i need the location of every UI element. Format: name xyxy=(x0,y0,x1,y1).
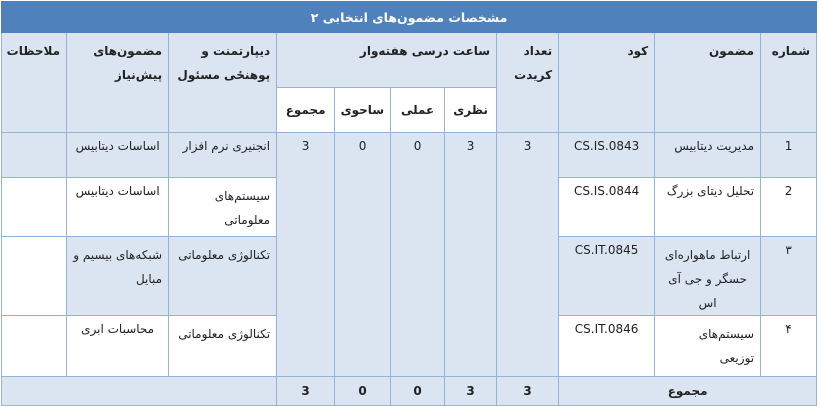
cell-remarks xyxy=(2,237,67,316)
cell-code: CS.IS.0843 xyxy=(559,133,655,178)
totals-workshop: 0 xyxy=(335,377,391,406)
cell-department: انجنیری نرم افزار xyxy=(169,133,277,178)
cell-prerequisites: شبکه‌های بیسیم و مبایل xyxy=(67,237,169,316)
cell-prerequisites: اساسات دیتابیس xyxy=(67,178,169,237)
header-workshop: ساحوی xyxy=(335,88,391,133)
header-department: دیپارتمنت و پوهنځی مسئول xyxy=(169,33,277,133)
header-course: مضمون xyxy=(655,33,761,133)
table-wrapper xyxy=(1,1,816,406)
totals-credits: 3 xyxy=(497,377,559,406)
cell-department: سیستم‌های معلوماتی xyxy=(169,178,277,237)
cell-code: CS.IT.0846 xyxy=(559,316,655,377)
header-practical: عملی xyxy=(391,88,445,133)
cell-course: ارتباط ماهواره‌ای حسگر و جی آی اس xyxy=(655,237,761,316)
cell-course: سیستم‌های توزیعی xyxy=(655,316,761,377)
cell-department: تکنالوژی معلوماتی xyxy=(169,316,277,377)
cell-prerequisites: محاسبات ابری xyxy=(67,316,169,377)
cell-remarks xyxy=(2,178,67,237)
header-prerequisites: مضمون‌های پیش‌نیاز xyxy=(67,33,169,133)
table-title: مشخصات مضمون‌های انتخابی ۲ xyxy=(2,2,817,33)
cell-remarks xyxy=(2,316,67,377)
header-total: مجموع xyxy=(277,88,335,133)
totals-label: مجموع xyxy=(559,377,817,406)
totals-empty xyxy=(2,377,277,406)
cell-total: 3 xyxy=(277,133,335,377)
cell-credits: 3 xyxy=(497,133,559,377)
cell-course: تحلیل دیتای بزرگ xyxy=(655,178,761,237)
header-remarks: ملاحظات xyxy=(2,33,67,133)
cell-number: ۳ xyxy=(761,237,817,316)
header-weekly-hours: ساعت درسی هفته‌وار xyxy=(277,33,497,88)
totals-theory: 3 xyxy=(445,377,497,406)
header-number: شماره xyxy=(761,33,817,133)
totals-practical: 0 xyxy=(391,377,445,406)
totals-total: 3 xyxy=(277,377,335,406)
header-credits: تعداد کریدت xyxy=(497,33,559,133)
cell-remarks xyxy=(2,133,67,178)
cell-code: CS.IT.0845 xyxy=(559,237,655,316)
header-code: کود xyxy=(559,33,655,133)
totals-row xyxy=(2,377,817,406)
header-theory: نظری xyxy=(445,88,497,133)
cell-department: تکنالوژی معلوماتی xyxy=(169,237,277,316)
cell-course: مدیریت دیتابیس xyxy=(655,133,761,178)
cell-practical: 0 xyxy=(391,133,445,377)
cell-code: CS.IS.0844 xyxy=(559,178,655,237)
table-row xyxy=(2,133,817,178)
cell-workshop: 0 xyxy=(335,133,391,377)
cell-number: 1 xyxy=(761,133,817,178)
cell-number: 2 xyxy=(761,178,817,237)
cell-number: ۴ xyxy=(761,316,817,377)
cell-prerequisites: اساسات دیتابیس xyxy=(67,133,169,178)
elective-courses-table xyxy=(1,1,817,406)
cell-theory: 3 xyxy=(445,133,497,377)
